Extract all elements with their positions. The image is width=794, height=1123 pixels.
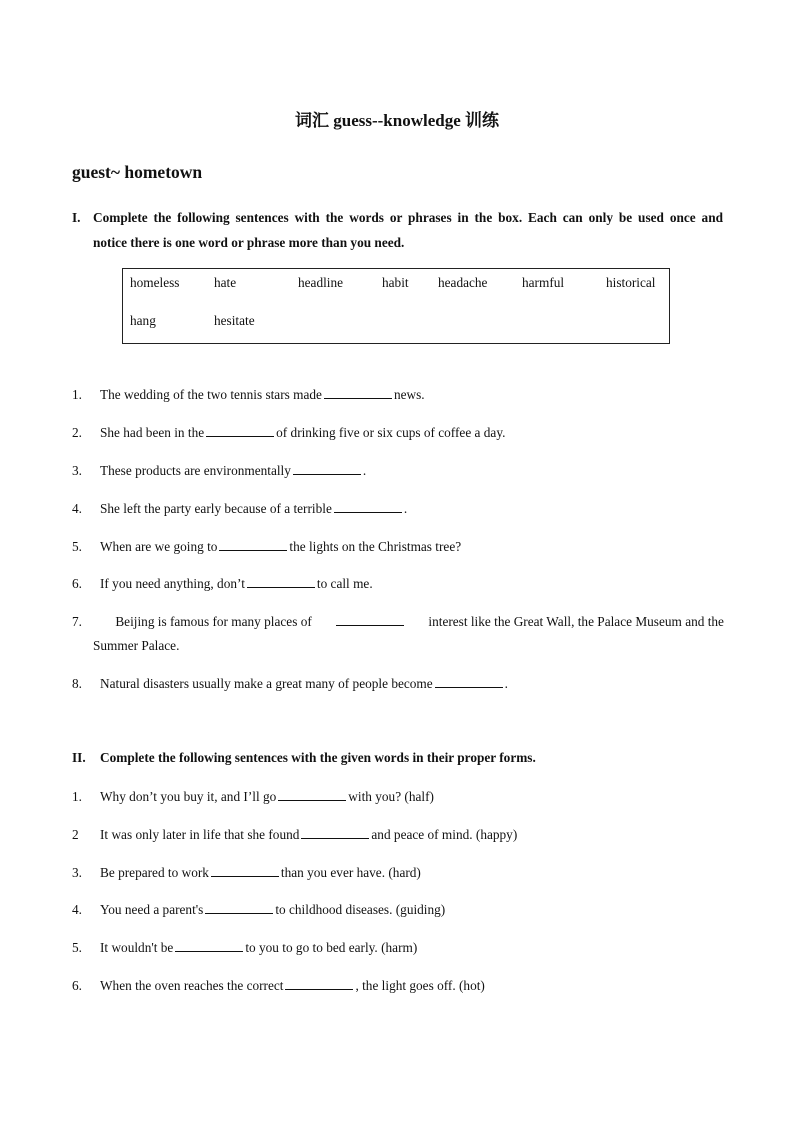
word-box-item: headline: [298, 275, 344, 290]
exercise-item: 2. She had been in the of drinking five or six cups of coffee a day.: [72, 425, 506, 440]
word-box-item: hate: [214, 275, 237, 290]
word-box-item: homeless: [130, 275, 180, 290]
exercise-item: 1. The wedding of the two tennis stars made news.: [72, 387, 425, 402]
exercise-item: 5. When are we going to the lights on the Christmas tree?: [72, 539, 462, 554]
section-heading: guest~ hometown: [72, 162, 203, 182]
exercise-item: 3. These products are environmentally .: [72, 463, 367, 478]
exercise-item: 8. Natural disasters usually make a great many of people become .: [72, 676, 508, 691]
answer-blank[interactable]: [334, 501, 402, 513]
page-title: 词汇 guess--knowledge 训练: [294, 111, 499, 130]
answer-blank[interactable]: [285, 978, 353, 990]
answer-blank[interactable]: [247, 576, 315, 588]
section1-instruction-line1: Complete the following sentences with the words or phrases in the box. Each can only be used once and: [93, 210, 723, 225]
exercise-item: 4. You need a parent's to childhood diseases. (guiding): [72, 902, 446, 917]
answer-blank[interactable]: [175, 940, 243, 952]
exercise-item: 6. If you need anything, don’t to call me.: [72, 576, 373, 591]
exercise-item: 7. Beijing is famous for many places of interest like the Great Wall, the Palace Museum and the: [72, 614, 724, 629]
word-box-item: hang: [130, 313, 156, 328]
section2-number: II.: [72, 750, 86, 765]
section2-instruction: Complete the following sentences with the given words in their proper forms.: [100, 750, 536, 765]
section1-instruction-line2: notice there is one word or phrase more than you need.: [93, 235, 405, 250]
word-box-item: historical: [606, 275, 656, 290]
exercise-item: 2 It was only later in life that she found and peace of mind. (happy): [72, 827, 518, 842]
answer-blank[interactable]: [219, 539, 287, 551]
exercise-item-continued: Summer Palace.: [93, 638, 180, 653]
exercise-item: 4. She left the party early because of a terrible .: [72, 501, 408, 516]
answer-blank[interactable]: [205, 902, 273, 914]
exercise-item: 5. It wouldn't be to you to go to bed early. (harm): [72, 940, 418, 955]
answer-blank[interactable]: [301, 827, 369, 839]
exercise-item: 6. When the oven reaches the correct , the light goes off. (hot): [72, 978, 485, 993]
word-box-item: hesitate: [214, 313, 255, 328]
word-box: [122, 268, 670, 344]
exercise-item: 1. Why don’t you buy it, and I’ll go with you? (half): [72, 789, 434, 804]
answer-blank[interactable]: [211, 865, 279, 877]
word-box-item: headache: [438, 275, 488, 290]
word-box-item: habit: [382, 275, 409, 290]
section1-number: I.: [72, 210, 81, 225]
answer-blank[interactable]: [278, 789, 346, 801]
answer-blank[interactable]: [324, 387, 392, 399]
answer-blank[interactable]: [336, 614, 404, 626]
answer-blank[interactable]: [206, 425, 274, 437]
answer-blank[interactable]: [435, 676, 503, 688]
exercise-item: 3. Be prepared to work than you ever have. (hard): [72, 865, 421, 880]
answer-blank[interactable]: [293, 463, 361, 475]
word-box-item: harmful: [522, 275, 565, 290]
